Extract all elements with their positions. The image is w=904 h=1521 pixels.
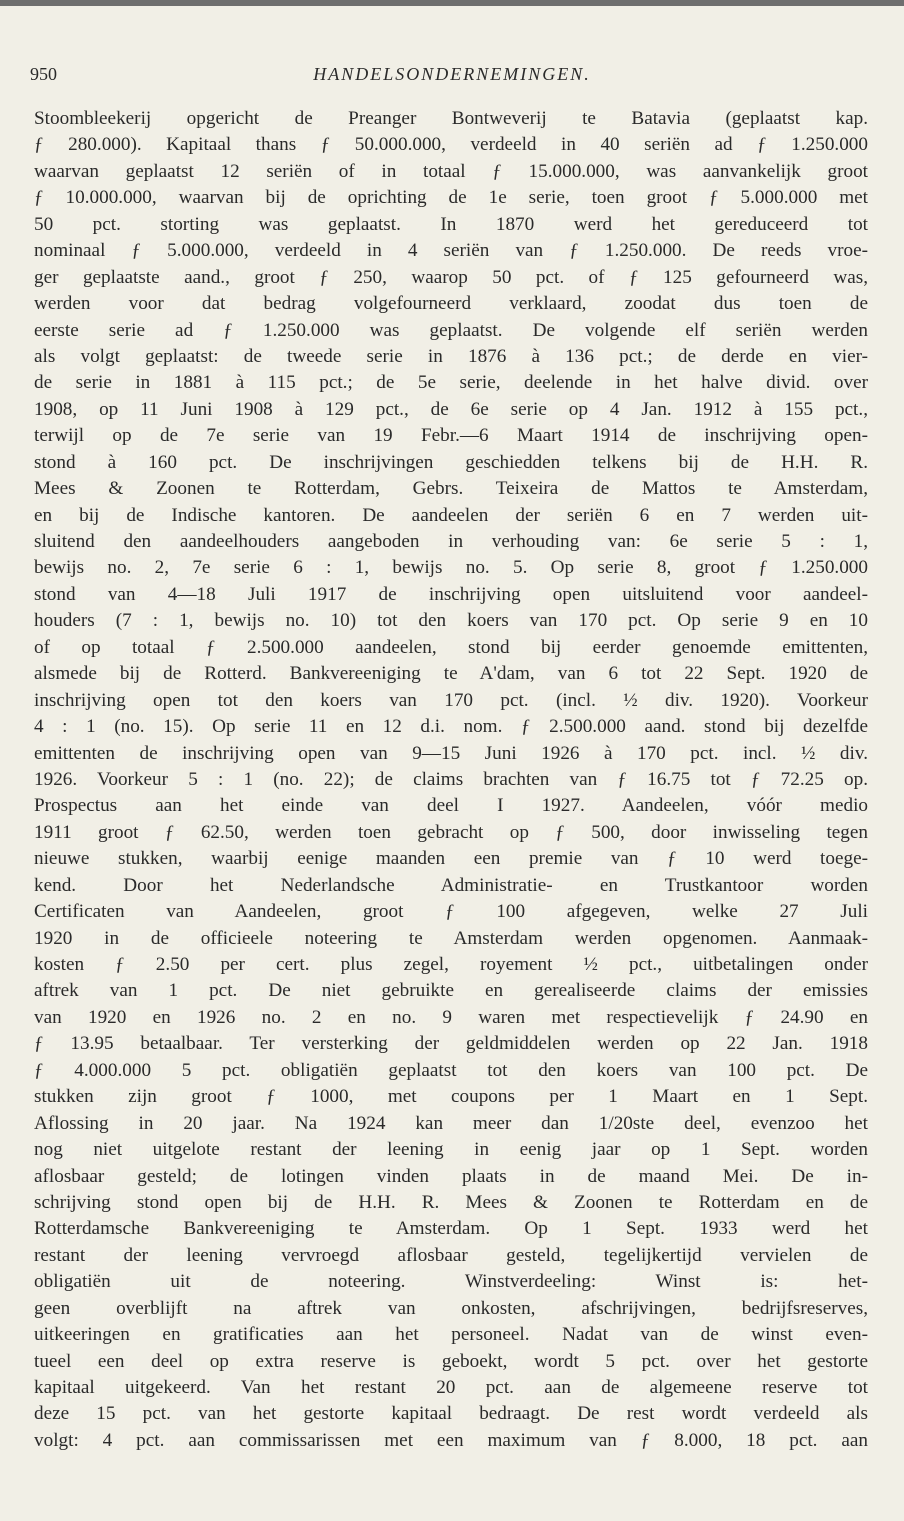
text-line: deze 15 pct. van het gestorte kapitaal bedraagt. De rest wordt verdeeld als [34,1403,868,1425]
text-line: 1908, op 11 Juni 1908 à 129 pct., de 6e serie op 4 Jan. 1912 à 155 pct., [34,398,868,420]
text-line: Aflossing in 20 jaar. Na 1924 kan meer dan 1/20ste deel, evenzoo het [34,1112,868,1134]
text-line: eerste serie ad ƒ 1.250.000 was geplaatst. De volgende elf seriën werden [34,319,868,341]
text-line: ger geplaatste aand., groot ƒ 250, waarop 50 pct. of ƒ 125 gefourneerd was, [34,266,868,288]
text-line: aflosbaar gesteld; de lotingen vinden plaats in de maand Mei. De in- [34,1165,868,1187]
text-line: restant der leening vervroegd aflosbaar gesteld, tegelijkertijd vervielen de [34,1244,868,1266]
text-line: 1926. Voorkeur 5 : 1 (no. 22); de claims brachten van ƒ 16.75 tot ƒ 72.25 op. [34,768,868,790]
text-line: bewijs no. 2, 7e serie 6 : 1, bewijs no. 5. Op serie 8, groot ƒ 1.250.000 [34,557,868,579]
text-line: stond van 4—18 Juli 1917 de inschrijving open uitsluitend voor aandeel- [34,583,868,605]
text-line: Rotterdamsche Bankvereeniging te Amsterdam. Op 1 Sept. 1933 werd het [34,1218,868,1240]
text-line: nog niet uitgelote restant der leening in eenig jaar op 1 Sept. worden [34,1139,868,1161]
body-text [34,106,868,1454]
text-line: geen overblijft na aftrek van onkosten, afschrijvingen, bedrijfsreserves, [34,1297,868,1319]
text-line: ƒ 13.95 betaalbaar. Ter versterking der geldmiddelen werden op 22 Jan. 1918 [34,1033,868,1055]
text-line: nieuwe stukken, waarbij eenige maanden een premie van ƒ 10 werd toege- [34,848,868,870]
text-line: ƒ 4.000.000 5 pct. obligatiën geplaatst tot den koers van 100 pct. De [34,1059,868,1081]
text-line: en bij de Indische kantoren. De aandeelen der seriën 6 en 7 werden uit- [34,504,868,526]
text-line: stukken zijn groot ƒ 1000, met coupons per 1 Maart en 1 Sept. [34,1086,868,1108]
page-top-border [0,0,904,6]
text-line: nominaal ƒ 5.000.000, verdeeld in 4 seriën van ƒ 1.250.000. De reeds vroe- [34,240,868,262]
text-line: inschrijving open tot den koers van 170 pct. (incl. ½ div. 1920). Voorkeur [34,689,868,711]
text-line: volgt: 4 pct. aan commissarissen met een maximum van ƒ 8.000, 18 pct. aan [34,1429,868,1451]
text-line: terwijl op de 7e serie van 19 Febr.—6 Maart 1914 de inschrijving open- [34,425,868,447]
text-line: Stoombleekerij opgericht de Preanger Bontweverij te Batavia (geplaatst kap. [34,108,868,129]
text-line: sluitend den aandeelhouders aangeboden in verhouding van: 6e serie 5 : 1, [34,531,868,552]
text-line: waarvan geplaatst 12 seriën of in totaal ƒ 15.000.000, was aanvankelijk groot [34,160,868,182]
text-line: kosten ƒ 2.50 per cert. plus zegel, royement ½ pct., uitbetalingen onder [34,954,868,975]
text-line: 1920 in de officieele noteering te Amsterdam werden opgenomen. Aanmaak- [34,927,868,949]
text-line: emittenten de inschrijving open van 9—15 Juni 1926 à 170 pct. incl. ½ div. [34,742,868,764]
text-line: 50 pct. storting was geplaatst. In 1870 werd het gereduceerd tot [34,213,868,235]
text-line: stond à 160 pct. De inschrijvingen geschiedden telkens bij de H.H. R. [34,451,868,473]
text-line: obligatiën uit de noteering. Winstverdeeling: Winst is: het- [34,1271,868,1293]
text-line: 4 : 1 (no. 15). Op serie 11 en 12 d.i. nom. ƒ 2.500.000 aand. stond bij dezelfde [34,716,868,738]
text-line: Mees & Zoonen te Rotterdam, Gebrs. Teixeira de Mattos te Amsterdam, [34,478,868,500]
text-line: uitkeeringen en gratificaties aan het personeel. Nadat van de winst even- [34,1324,868,1346]
text-line: van 1920 en 1926 no. 2 en no. 9 waren met respectievelijk ƒ 24.90 en [34,1006,868,1028]
text-line: of op totaal ƒ 2.500.000 aandeelen, stond bij eerder genoemde emittenten, [34,636,868,658]
running-title: HANDELSONDERNEMINGEN. [313,64,591,84]
text-line: houders (7 : 1, bewijs no. 10) tot den koers van 170 pct. Op serie 9 en 10 [34,610,868,632]
text-line: ƒ 280.000). Kapitaal thans ƒ 50.000.000, verdeeld in 40 seriën ad ƒ 1.250.000 [34,134,868,156]
page-number: 950 [30,64,57,84]
text-line: de serie in 1881 à 115 pct.; de 5e serie, deelende in het halve divid. over [34,372,868,394]
text-line: aftrek van 1 pct. De niet gebruikte en gerealiseerde claims der emissies [34,980,868,1002]
text-line: alsmede bij de Rotterd. Bankvereeniging te A'dam, van 6 tot 22 Sept. 1920 de [34,663,868,685]
text-line: werden voor dat bedrag volgefourneerd verklaard, zoodat dus toen de [34,293,868,315]
page-header [30,64,874,90]
text-line: 1911 groot ƒ 62.50, werden toen gebracht op ƒ 500, door inwisseling tegen [34,821,868,843]
text-line: schrijving stond open bij de H.H. R. Mees & Zoonen te Rotterdam en de [34,1191,868,1213]
text-line: als volgt geplaatst: de tweede serie in 1876 à 136 pct.; de derde en vier- [34,345,868,367]
text-line: ƒ 10.000.000, waarvan bij de oprichting de 1e serie, toen groot ƒ 5.000.000 met [34,187,868,209]
text-line: kend. Door het Nederlandsche Administratie- en Trustkantoor worden [34,874,868,896]
text-line: kapitaal uitgekeerd. Van het restant 20 pct. aan de algemeene reserve tot [34,1377,868,1398]
text-line: Prospectus aan het einde van deel I 1927. Aandeelen, vóór medio [34,795,868,817]
text-line: tueel een deel op extra reserve is geboekt, wordt 5 pct. over het gestorte [34,1350,868,1372]
text-line: Certificaten van Aandeelen, groot ƒ 100 afgegeven, welke 27 Juli [34,901,868,923]
